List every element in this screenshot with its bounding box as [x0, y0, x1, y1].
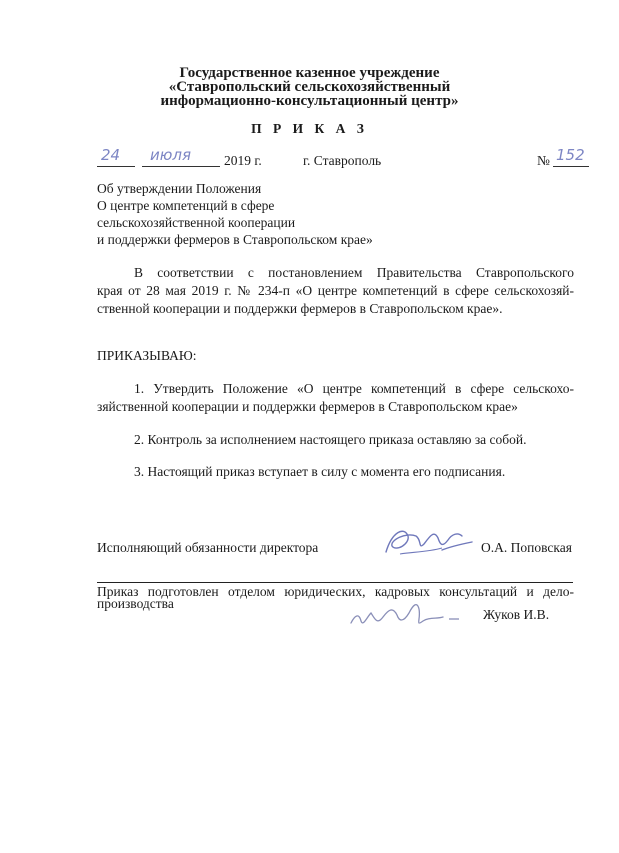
- signer-position: Исполняющий обязанности директора: [97, 540, 319, 555]
- item-3: 3. Настоящий приказ вступает в силу с момента его подписания.: [134, 464, 506, 479]
- org-name-line-3: информационно-консультационный центр»: [160, 93, 459, 109]
- footer-author: Жуков И.В.: [483, 607, 550, 622]
- footer-line-1: Приказ подготовлен отделом юридических, кадровых консультаций и дело-: [97, 584, 574, 599]
- org-name-line-1: Государственное казенное учреждение: [179, 65, 440, 81]
- preamble-line-3: ственной кооперации и поддержки фермеров в Ставропольском крае».: [97, 301, 503, 316]
- doc-city: г. Ставрополь: [303, 153, 382, 168]
- item-1-line-2: зяйственной кооперации и поддержки фермеров в Ставропольском крае»: [97, 399, 518, 414]
- org-name-line-2: «Ставропольский сельскохозяйственный: [168, 79, 451, 95]
- date-month-field: [142, 146, 220, 167]
- preamble-line-1: В соответствии с постановлением Правительства Ставропольского: [134, 265, 574, 280]
- date-day: 24: [101, 146, 121, 164]
- subject-line-2: О центре компетенций в сфере: [97, 198, 275, 213]
- date-day-field: [97, 146, 135, 167]
- footer-line-2: производства: [97, 596, 174, 611]
- item-2: 2. Контроль за исполнением настоящего приказа оставляю за собой.: [134, 432, 527, 447]
- director-signature: [382, 522, 474, 560]
- footer-divider: [97, 582, 573, 583]
- date-year: 2019 г.: [224, 153, 262, 168]
- doc-title: П Р И К А З: [251, 121, 368, 136]
- subject-line-4: и поддержки фермеров в Ставропольском крае»: [97, 232, 373, 247]
- author-signature: [345, 597, 465, 633]
- preamble-line-2: края от 28 мая 2019 г. № 234-п «О центре компетенций в сфере сельскохозяй-: [97, 283, 574, 298]
- subject-line-1: Об утверждении Положения: [97, 181, 262, 196]
- item-1-line-1: 1. Утвердить Положение «О центре компетенций в сфере сельскохо-: [134, 381, 574, 396]
- subject-line-3: сельскохозяйственной кооперации: [97, 215, 296, 230]
- number-label: №: [537, 153, 550, 168]
- date-month: июля: [150, 146, 191, 164]
- doc-number-field: [553, 146, 589, 167]
- order-word: ПРИКАЗЫВАЮ:: [97, 348, 197, 363]
- signer-name: О.А. Поповская: [481, 540, 572, 555]
- doc-number: 152: [556, 146, 585, 164]
